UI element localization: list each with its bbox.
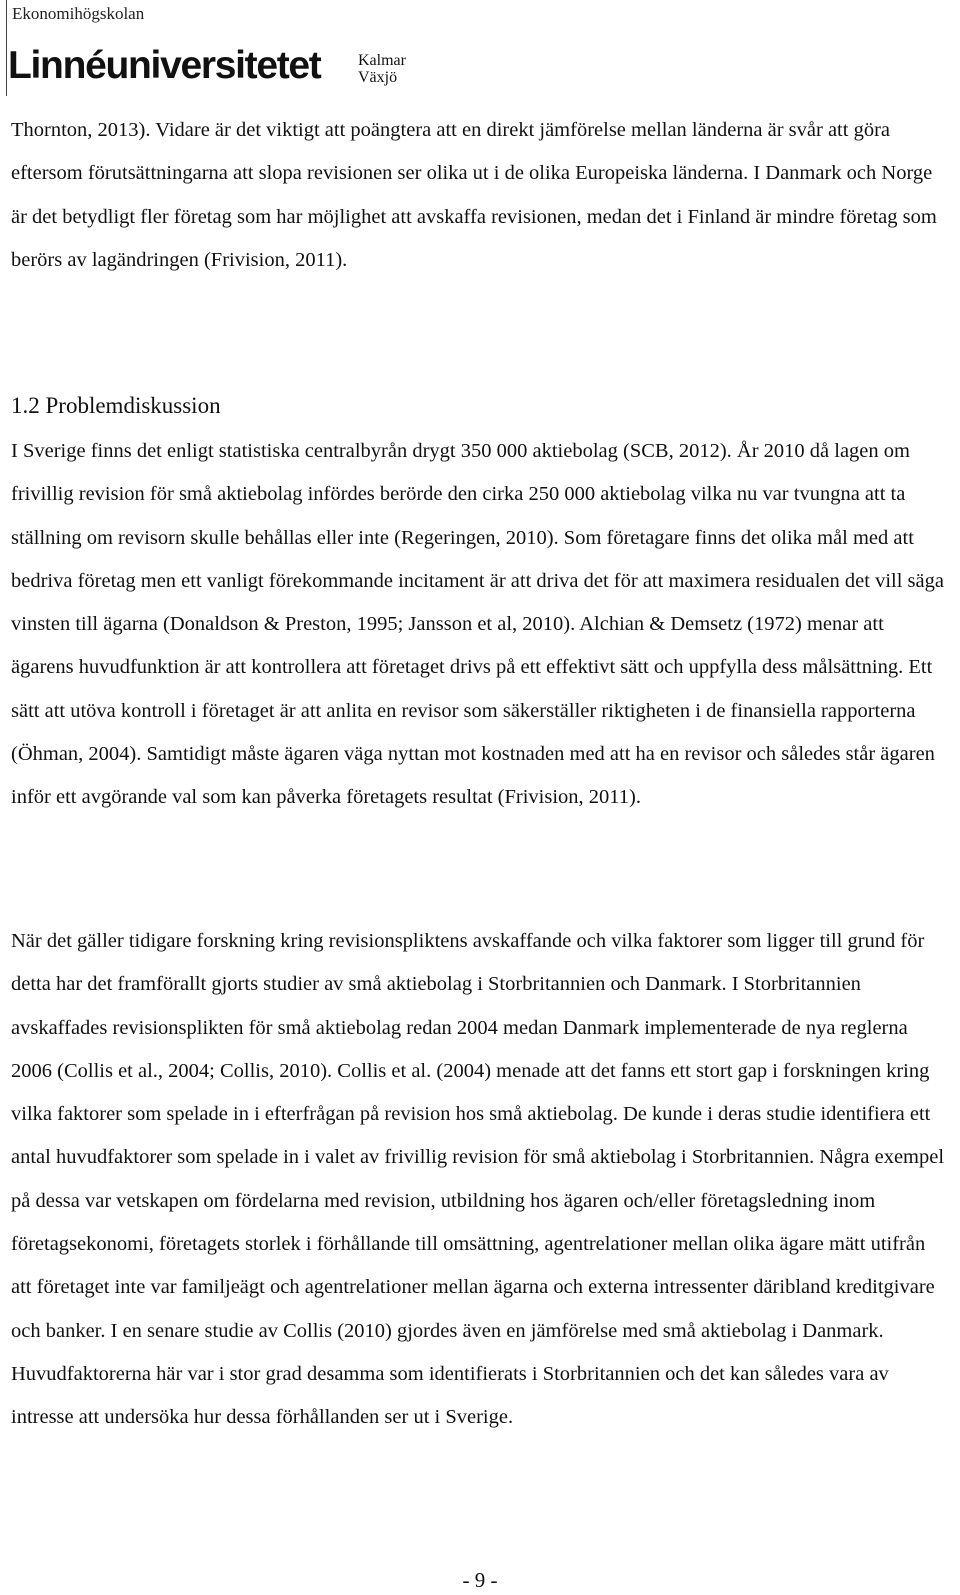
- university-logo-cities: [358, 52, 406, 86]
- document-header: [6, 0, 426, 100]
- logo-city-vaxjo: Växjö: [358, 69, 398, 86]
- paragraph-problem-discussion-1: I Sverige finns det enligt statistiska centralbyrån drygt 350 000 aktiebolag (SCB, 2012). År 2010 då lagen om frivillig revision för små aktiebolag infördes berörde den cirka 250 000 aktiebolag vilka nu var tvungna att ta ställning om revisorn skulle behållas eller inte (Regeringen, 2010). Som företagare finns det olika mål med att bedriva företag men ett vanligt förekommande incitament är att driva det för att maximera residualen det vill säga vinsten till ägarna (Donaldson & Preston, 1995; Jansson et al, 2010). Alchian & Demsetz (1972) menar att ägarens huvudfunktion är att kontrollera att företaget drivs på ett effektivt sätt och uppfylla dess målsättning. Ett sätt att utöva kontroll i företaget är att anlita en revisor som säkerställer riktigheten i de finansiella rapporterna (Öhman, 2004). Samtidigt måste ägaren väga nyttan mot kostnaden med att ha en revisor och således står ägaren inför ett avgörande val som kan påverka företagets resultat (Frivision, 2011).: [11, 440, 944, 809]
- department-name: Ekonomihögskolan: [12, 4, 145, 23]
- page-number: - 9 -: [462, 1568, 498, 1592]
- section-heading: 1.2 Problemdiskussion: [11, 393, 221, 418]
- paragraph-problem-discussion-2: När det gäller tidigare forskning kring revisionspliktens avskaffande och vilka faktorer som ligger till grund för detta har det framförallt gjorts studier av små aktiebolag i Storbritannien och Danmark. I Storbritannien avskaffades revisionsplikten för små aktiebolag redan 2004 medan Danmark implementerade de nya reglerna 2006 (Collis et al., 2004; Collis, 2010). Collis et al. (2004) menade att det fanns ett stort gap i forskningen kring vilka faktorer som spelade in i efterfrågan på revision hos små aktiebolag. De kunde i deras studie identifiera ett antal huvudfaktorer som spelade in i valet av frivillig revision för små aktiebolag i Storbritannien. Några exempel på dessa var vetskapen om fördelarna med revision, utbildning hos ägaren och/eller företagsledning inom företagsekonomi, företagets storlek i förhållande till omsättning, agentrelationer mellan olika ägare mätt utifrån att företaget inte var familjeägt och agentrelationer mellan ägarna och externa intressenter däribland kreditgivare och banker. I en senare studie av Collis (2010) gjordes även en jämförelse med små aktiebolag i Danmark. Huvudfaktorerna här var i stor grad desamma som identifierats i Storbritannien och det kan således vara av intresse att undersöka hur dessa förhållanden ser ut i Sverige.: [11, 930, 945, 1429]
- logo-city-kalmar: Kalmar: [358, 52, 406, 69]
- intro-paragraph: Thornton, 2013). Vidare är det viktigt att poängtera att en direkt jämförelse mellan länderna är svår att göra eftersom förutsättningarna att slopa revisionen ser olika ut i de olika Europeiska länderna. I Danmark och Norge är det betydligt fler företag som har möjlighet att avskaffa revisionen, medan det i Finland är mindre företag som berörs av lagändringen (Frivision, 2011).: [11, 119, 937, 271]
- university-logo-text: Linnéuniversitetet: [8, 44, 321, 87]
- header-rule: [6, 0, 7, 96]
